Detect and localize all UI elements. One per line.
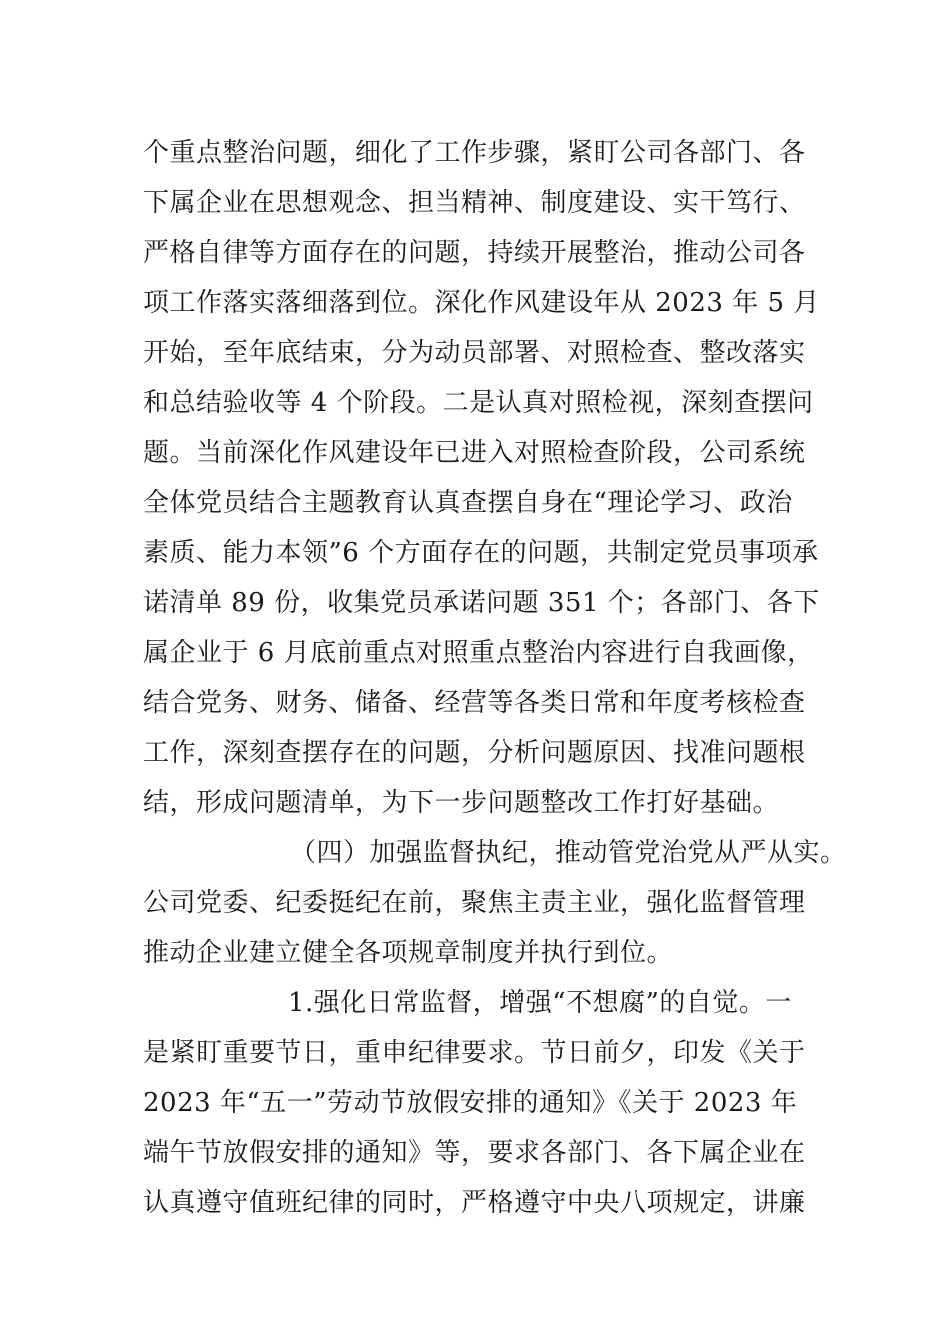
text-line: 2023 年“五一”劳动节放假安排的通知》《关于 2023 年 bbox=[143, 1088, 798, 1118]
text-line: 开始，至年底结束，分为动员部署、对照检查、整改落实 bbox=[143, 338, 806, 368]
text-line: 素质、能力本领”6 个方面存在的问题，共制定党员事项承 bbox=[143, 538, 819, 568]
text-line: 端午节放假安排的通知》等，要求各部门、各下属企业在 bbox=[143, 1138, 806, 1168]
text-line: 属企业于 6 月底前重点对照重点整治内容进行自我画像， bbox=[143, 638, 814, 668]
text-line: 结合党务、财务、储备、经营等各类日常和年度考核检查 bbox=[143, 688, 806, 718]
text-line: 个重点整治问题，细化了工作步骤，紧盯公司各部门、各 bbox=[143, 138, 806, 168]
section-heading: （四）加强监督执纪，推动管党治党从严从实。 bbox=[290, 838, 847, 868]
text-line: 项工作落实落细落到位。深化作风建设年从 2023 年 5 月 bbox=[143, 288, 820, 318]
text-line: 全体党员结合主题教育认真查摆自身在“理论学习、政治 bbox=[143, 488, 793, 518]
text-line: 公司党委、纪委挺纪在前，聚焦主责主业，强化监督管理 bbox=[143, 888, 806, 918]
text-line: 认真遵守值班纪律的同时，严格遵守中央八项规定，讲廉 bbox=[143, 1188, 806, 1218]
text-line: 和总结验收等 4 个阶段。二是认真对照检视，深刻查摆问 bbox=[143, 388, 814, 418]
subsection-heading: 1.强化日常监督，增强“不想腐”的自觉。一 bbox=[288, 988, 792, 1018]
text-line: 结，形成问题清单，为下一步问题整改工作打好基础。 bbox=[143, 788, 780, 818]
text-line: 诺清单 89 份，收集党员承诺问题 351 个；各部门、各下 bbox=[143, 588, 820, 618]
text-line: 严格自律等方面存在的问题，持续开展整治，推动公司各 bbox=[143, 238, 806, 268]
text-line: 是紧盯重要节日，重申纪律要求。节日前夕，印发《关于 bbox=[143, 1038, 806, 1068]
text-line: 下属企业在思想观念、担当精神、制度建设、实干笃行、 bbox=[143, 188, 806, 218]
text-line: 推动企业建立健全各项规章制度并执行到位。 bbox=[143, 938, 674, 968]
text-line: 题。当前深化作风建设年已进入对照检查阶段，公司系统 bbox=[143, 438, 806, 468]
text-line: 工作，深刻查摆存在的问题，分析问题原因、找准问题根 bbox=[143, 738, 806, 768]
